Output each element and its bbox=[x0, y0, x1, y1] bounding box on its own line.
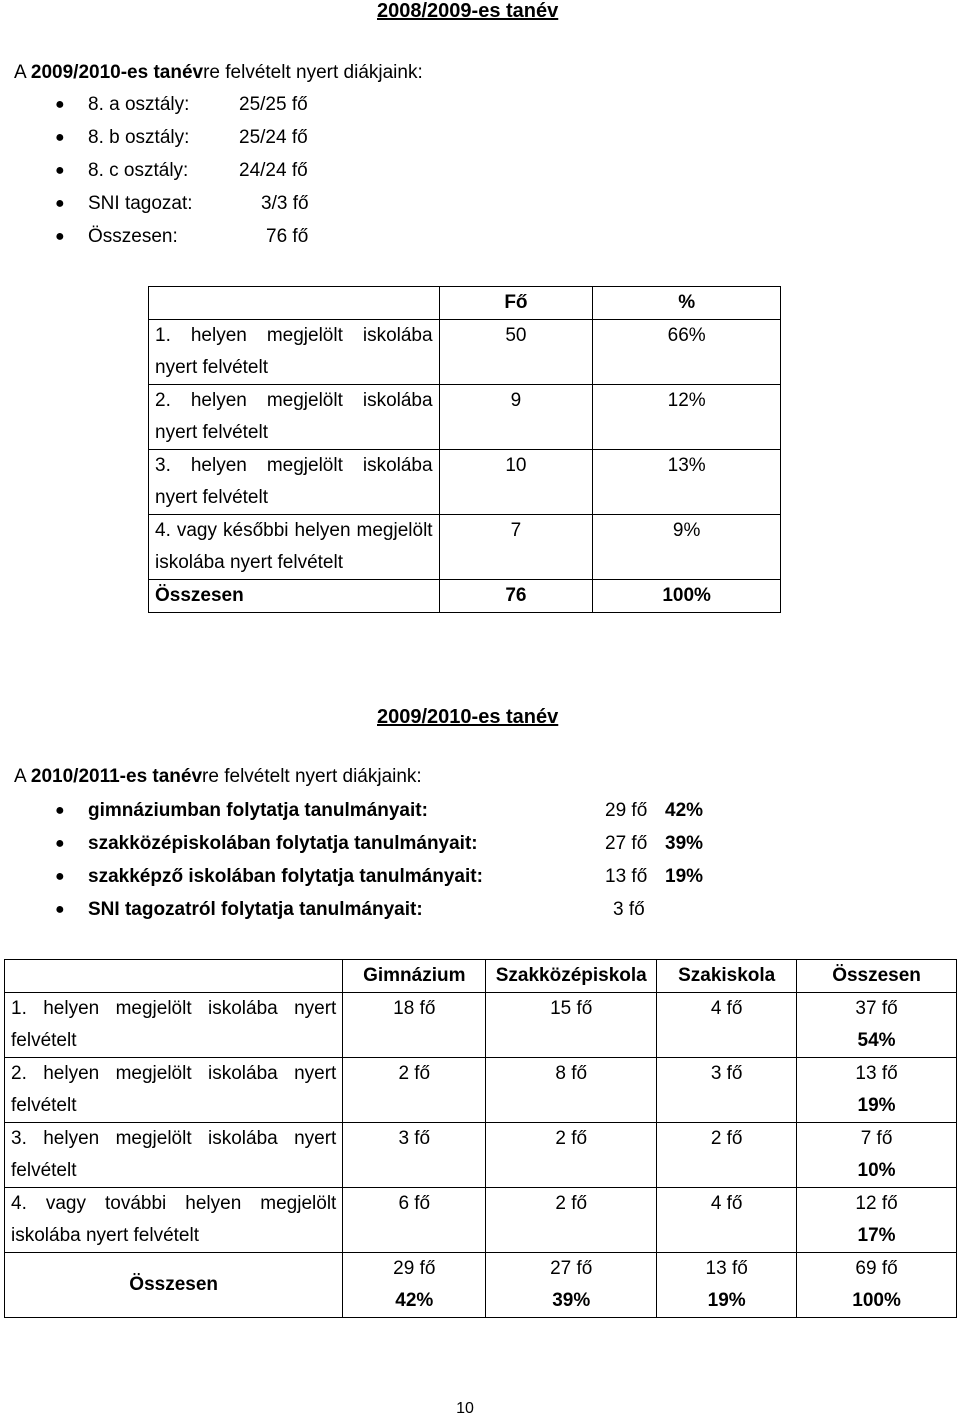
table-row bbox=[149, 450, 781, 515]
bullet-label: 8. a osztály: bbox=[88, 94, 190, 115]
table-row bbox=[5, 1188, 957, 1253]
total-gimnazium-percent: 42% bbox=[395, 1290, 434, 1311]
bullet-label: SNI tagozatról folytatja tanulmányait: bbox=[88, 899, 423, 920]
row-osszesen bbox=[797, 1058, 957, 1123]
table-header-row bbox=[5, 960, 957, 993]
header-cell-gimnazium: Gimnázium bbox=[343, 960, 486, 993]
total-osszesen-percent: 100% bbox=[852, 1290, 901, 1311]
list-item bbox=[55, 798, 735, 824]
list-item bbox=[55, 864, 735, 890]
table-row bbox=[149, 320, 781, 385]
row-szakiskola: 3 fő bbox=[657, 1058, 797, 1123]
header-cell-szakkozepiskola: Szakközépiskola bbox=[486, 960, 657, 993]
table-row bbox=[149, 385, 781, 450]
row-percent: 9% bbox=[593, 515, 781, 580]
table-row bbox=[5, 1123, 957, 1188]
total-szakkozepiskola-percent: 39% bbox=[552, 1290, 591, 1311]
row-total-count: 7 fő bbox=[860, 1128, 893, 1149]
total-count: 76 bbox=[439, 580, 593, 613]
bullet-label: Összesen: bbox=[88, 226, 178, 247]
total-szakiskola-percent: 19% bbox=[707, 1290, 746, 1311]
list-item bbox=[55, 125, 355, 151]
row-count: 50 bbox=[439, 320, 593, 385]
row-label: 3. helyen megjelölt iskolába nyert felvételt bbox=[5, 1123, 343, 1188]
total-osszesen bbox=[797, 1253, 957, 1318]
bullet-label: szakképző iskolában folytatja tanulmányait: bbox=[88, 866, 483, 887]
row-label: 1. helyen megjelölt iskolába nyert felvételt bbox=[5, 993, 343, 1058]
total-gimnazium-count: 29 fő bbox=[393, 1258, 436, 1279]
row-count: 10 bbox=[439, 450, 593, 515]
bullet-label: szakközépiskolában folytatja tanulmányait: bbox=[88, 833, 478, 854]
bullet-icon: ● bbox=[55, 162, 65, 179]
row-label: 4. vagy későbbi helyen megjelölt iskolába nyert felvételt bbox=[149, 515, 440, 580]
row-gimnazium: 3 fő bbox=[343, 1123, 486, 1188]
bullet-label: SNI tagozat: bbox=[88, 193, 193, 214]
list-item bbox=[55, 191, 355, 217]
row-percent: 13% bbox=[593, 450, 781, 515]
total-szakkozepiskola-count: 27 fő bbox=[550, 1258, 593, 1279]
intro-year: 2010/2011-es tanév bbox=[30, 766, 203, 787]
section1-intro bbox=[14, 62, 423, 84]
row-gimnazium: 2 fő bbox=[343, 1058, 486, 1123]
total-szakiskola bbox=[657, 1253, 797, 1318]
bullet-percent: 39% bbox=[665, 833, 704, 854]
row-gimnazium: 18 fő bbox=[343, 993, 486, 1058]
row-percent: 12% bbox=[593, 385, 781, 450]
intro-suffix: re felvételt nyert diákjaink: bbox=[202, 766, 422, 787]
row-count: 9 bbox=[439, 385, 593, 450]
page-number: 10 bbox=[456, 1400, 474, 1417]
row-szakkozepiskola: 2 fő bbox=[486, 1123, 657, 1188]
bullet-icon: ● bbox=[55, 129, 65, 146]
section1-bullet-list bbox=[55, 92, 455, 262]
list-item bbox=[55, 92, 355, 118]
bullet-label: 8. c osztály: bbox=[88, 160, 189, 181]
row-label: 1. helyen megjelölt iskolába nyert felvételt bbox=[149, 320, 440, 385]
row-szakkozepiskola: 2 fő bbox=[486, 1188, 657, 1253]
row-total-count: 12 fő bbox=[855, 1193, 898, 1214]
row-label: 2. helyen megjelölt iskolába nyert felvételt bbox=[149, 385, 440, 450]
bullet-icon: ● bbox=[55, 802, 65, 819]
total-label: Összesen bbox=[5, 1253, 343, 1318]
row-szakiskola: 4 fő bbox=[657, 1188, 797, 1253]
section1-table bbox=[148, 286, 781, 613]
section2-intro bbox=[14, 766, 422, 788]
header-cell-empty bbox=[149, 287, 440, 320]
total-percent: 100% bbox=[593, 580, 781, 613]
bullet-value: 25/24 fő bbox=[239, 127, 308, 148]
intro-suffix: re felvételt nyert diákjaink: bbox=[203, 62, 423, 83]
section2-bullet-list bbox=[55, 798, 755, 928]
intro-prefix: A bbox=[14, 62, 31, 83]
bullet-count: 3 fő bbox=[613, 899, 645, 920]
table-header-row bbox=[149, 287, 781, 320]
section2-heading: 2009/2010-es tanév bbox=[377, 706, 559, 728]
list-item bbox=[55, 831, 735, 857]
total-szakiskola-count: 13 fő bbox=[705, 1258, 748, 1279]
total-osszesen-count: 69 fő bbox=[855, 1258, 898, 1279]
section2-table bbox=[4, 959, 957, 1318]
bullet-label: gimnáziumban folytatja tanulmányait: bbox=[88, 800, 428, 821]
header-cell-count: Fő bbox=[439, 287, 593, 320]
bullet-value: 24/24 fő bbox=[239, 160, 308, 181]
bullet-icon: ● bbox=[55, 96, 65, 113]
header-cell-empty bbox=[5, 960, 343, 993]
table-total-row bbox=[5, 1253, 957, 1318]
row-label: 4. vagy további helyen megjelölt iskolába nyert felvételt bbox=[5, 1188, 343, 1253]
row-total-count: 37 fő bbox=[855, 998, 898, 1019]
header-cell-szakiskola: Szakiskola bbox=[657, 960, 797, 993]
total-szakkozepiskola bbox=[486, 1253, 657, 1318]
table-row bbox=[5, 993, 957, 1058]
list-item bbox=[55, 897, 735, 923]
list-item bbox=[55, 224, 355, 250]
bullet-icon: ● bbox=[55, 195, 65, 212]
total-gimnazium bbox=[343, 1253, 486, 1318]
table-row bbox=[149, 515, 781, 580]
row-total-percent: 10% bbox=[857, 1160, 896, 1181]
header-cell-osszesen: Összesen bbox=[797, 960, 957, 993]
row-szakiskola: 4 fő bbox=[657, 993, 797, 1058]
bullet-percent: 42% bbox=[665, 800, 704, 821]
row-total-count: 13 fő bbox=[855, 1063, 898, 1084]
row-osszesen bbox=[797, 1188, 957, 1253]
row-count: 7 bbox=[439, 515, 593, 580]
row-osszesen bbox=[797, 1123, 957, 1188]
row-gimnazium: 6 fő bbox=[343, 1188, 486, 1253]
table-row bbox=[5, 1058, 957, 1123]
row-szakkozepiskola: 8 fő bbox=[486, 1058, 657, 1123]
row-szakkozepiskola: 15 fő bbox=[486, 993, 657, 1058]
row-osszesen bbox=[797, 993, 957, 1058]
bullet-count: 29 fő bbox=[605, 800, 648, 821]
bullet-percent: 19% bbox=[665, 866, 704, 887]
row-total-percent: 54% bbox=[857, 1030, 896, 1051]
intro-prefix: A bbox=[14, 766, 31, 787]
row-label: 2. helyen megjelölt iskolába nyert felvételt bbox=[5, 1058, 343, 1123]
intro-year: 2009/2010-es tanév bbox=[30, 62, 204, 83]
bullet-icon: ● bbox=[55, 835, 65, 852]
row-total-percent: 17% bbox=[857, 1225, 896, 1246]
row-label: 3. helyen megjelölt iskolába nyert felvételt bbox=[149, 450, 440, 515]
bullet-count: 27 fő bbox=[605, 833, 648, 854]
bullet-icon: ● bbox=[55, 228, 65, 245]
total-label: Összesen bbox=[149, 580, 440, 613]
bullet-count: 13 fő bbox=[605, 866, 648, 887]
bullet-value: 76 fő bbox=[266, 226, 309, 247]
section1-heading: 2008/2009-es tanév bbox=[377, 0, 559, 22]
table-total-row bbox=[149, 580, 781, 613]
bullet-icon: ● bbox=[55, 901, 65, 918]
bullet-icon: ● bbox=[55, 868, 65, 885]
bullet-value: 3/3 fő bbox=[261, 193, 309, 214]
header-cell-percent: % bbox=[593, 287, 781, 320]
row-percent: 66% bbox=[593, 320, 781, 385]
row-total-percent: 19% bbox=[857, 1095, 896, 1116]
bullet-value: 25/25 fő bbox=[239, 94, 308, 115]
row-szakiskola: 2 fő bbox=[657, 1123, 797, 1188]
list-item bbox=[55, 158, 355, 184]
bullet-label: 8. b osztály: bbox=[88, 127, 190, 148]
